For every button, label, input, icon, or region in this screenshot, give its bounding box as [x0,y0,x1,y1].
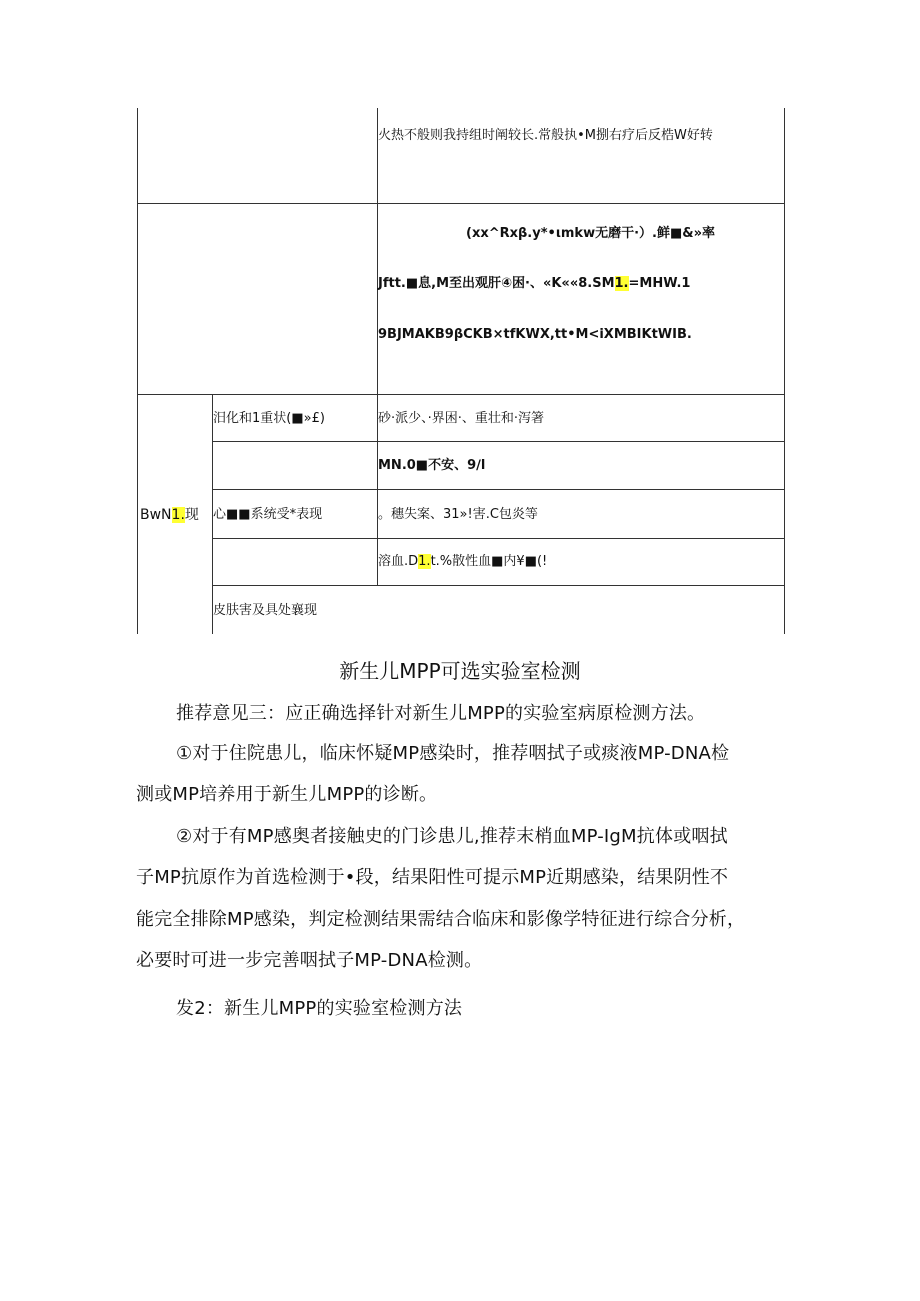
highlighted-text: 1. [171,507,185,523]
highlighted-text: 1. [418,554,431,569]
table-row-divider [137,394,785,395]
table-cell-text: 火热不般则我持组时阐较长.常般执•M捌右疗后反梏W好转 [378,128,713,143]
highlighted-text: 1. [614,276,629,291]
paragraph-line: ①对于住院患儿，临床怀疑MP感染时，推荐咽拭子或痰液MP-DNA检 [176,743,730,764]
table-border-left [137,108,138,634]
table-cell-text [378,277,690,290]
table-cell-text [378,555,547,568]
table-row-label: 汨化和1重状(■»£) [213,411,325,426]
table-caption: 发2：新生儿MPP的实验室检测方法 [176,998,463,1019]
paragraph-line: 推荐意见三：应正确选择针对新生儿MPP的实验室病原检测方法。 [176,703,706,724]
table-row-divider [137,203,785,204]
table-row-label: 皮肤害及具处襄现 [213,603,318,618]
table-cell-text: 9BJMAKB9βCKB×tfKWX,tt•M<iXMBIKtWIB. [378,327,692,342]
text-fragment: BwN [140,507,172,523]
text-fragment: t.%散性血■内¥■(! [430,554,548,569]
text-fragment: 现 [184,507,199,523]
paragraph-line: 子MP抗原作为首选检测于•段，结果阳性可提示MP近期感染，结果阴性不 [136,867,729,888]
table-row-divider [212,489,785,490]
text-fragment: 溶血.D [378,554,419,569]
paragraph-line: 必要时可进一步完善咽拭子MP-DNA检测。 [136,950,483,971]
table-cell-text: 。穗失案、31»!害.C包炎等 [378,507,538,522]
paragraph-line: 测或MP培养用于新生儿MPP的诊断。 [136,784,438,805]
table-row-divider [212,441,785,442]
table-border-right [784,108,785,634]
section-title: 新生儿MPP可选实验室检测 [339,659,581,683]
table-cell-text: (xx^Rxβ.y*•ιmkw无磨干·）.鲜■&»率 [466,226,715,241]
table-group-label [140,508,199,522]
text-fragment: Jftt.■息,M至出观肝④困·、«K««8.SM [378,276,615,291]
table-row-divider [212,538,785,539]
paragraph-line: ②对于有MP感奥者接触史的门诊患儿,推荐末梢血MP-IgM抗体或咽拭 [176,826,728,847]
clinical-manifestation-table [0,0,920,636]
paragraph-line: 能完全排除MP感染，判定检测结果需结合临床和影像学特征进行综合分析， [136,909,746,930]
table-cell-text: MN.0■不安、9∕l [378,458,486,473]
table-cell-text: 砂·派少、·界困·、重壮和·泻箸 [378,411,545,426]
table-row-divider [212,585,785,586]
table-row-label: 心■■系统受*表现 [213,507,323,522]
text-fragment: =MHW.1 [628,276,691,291]
